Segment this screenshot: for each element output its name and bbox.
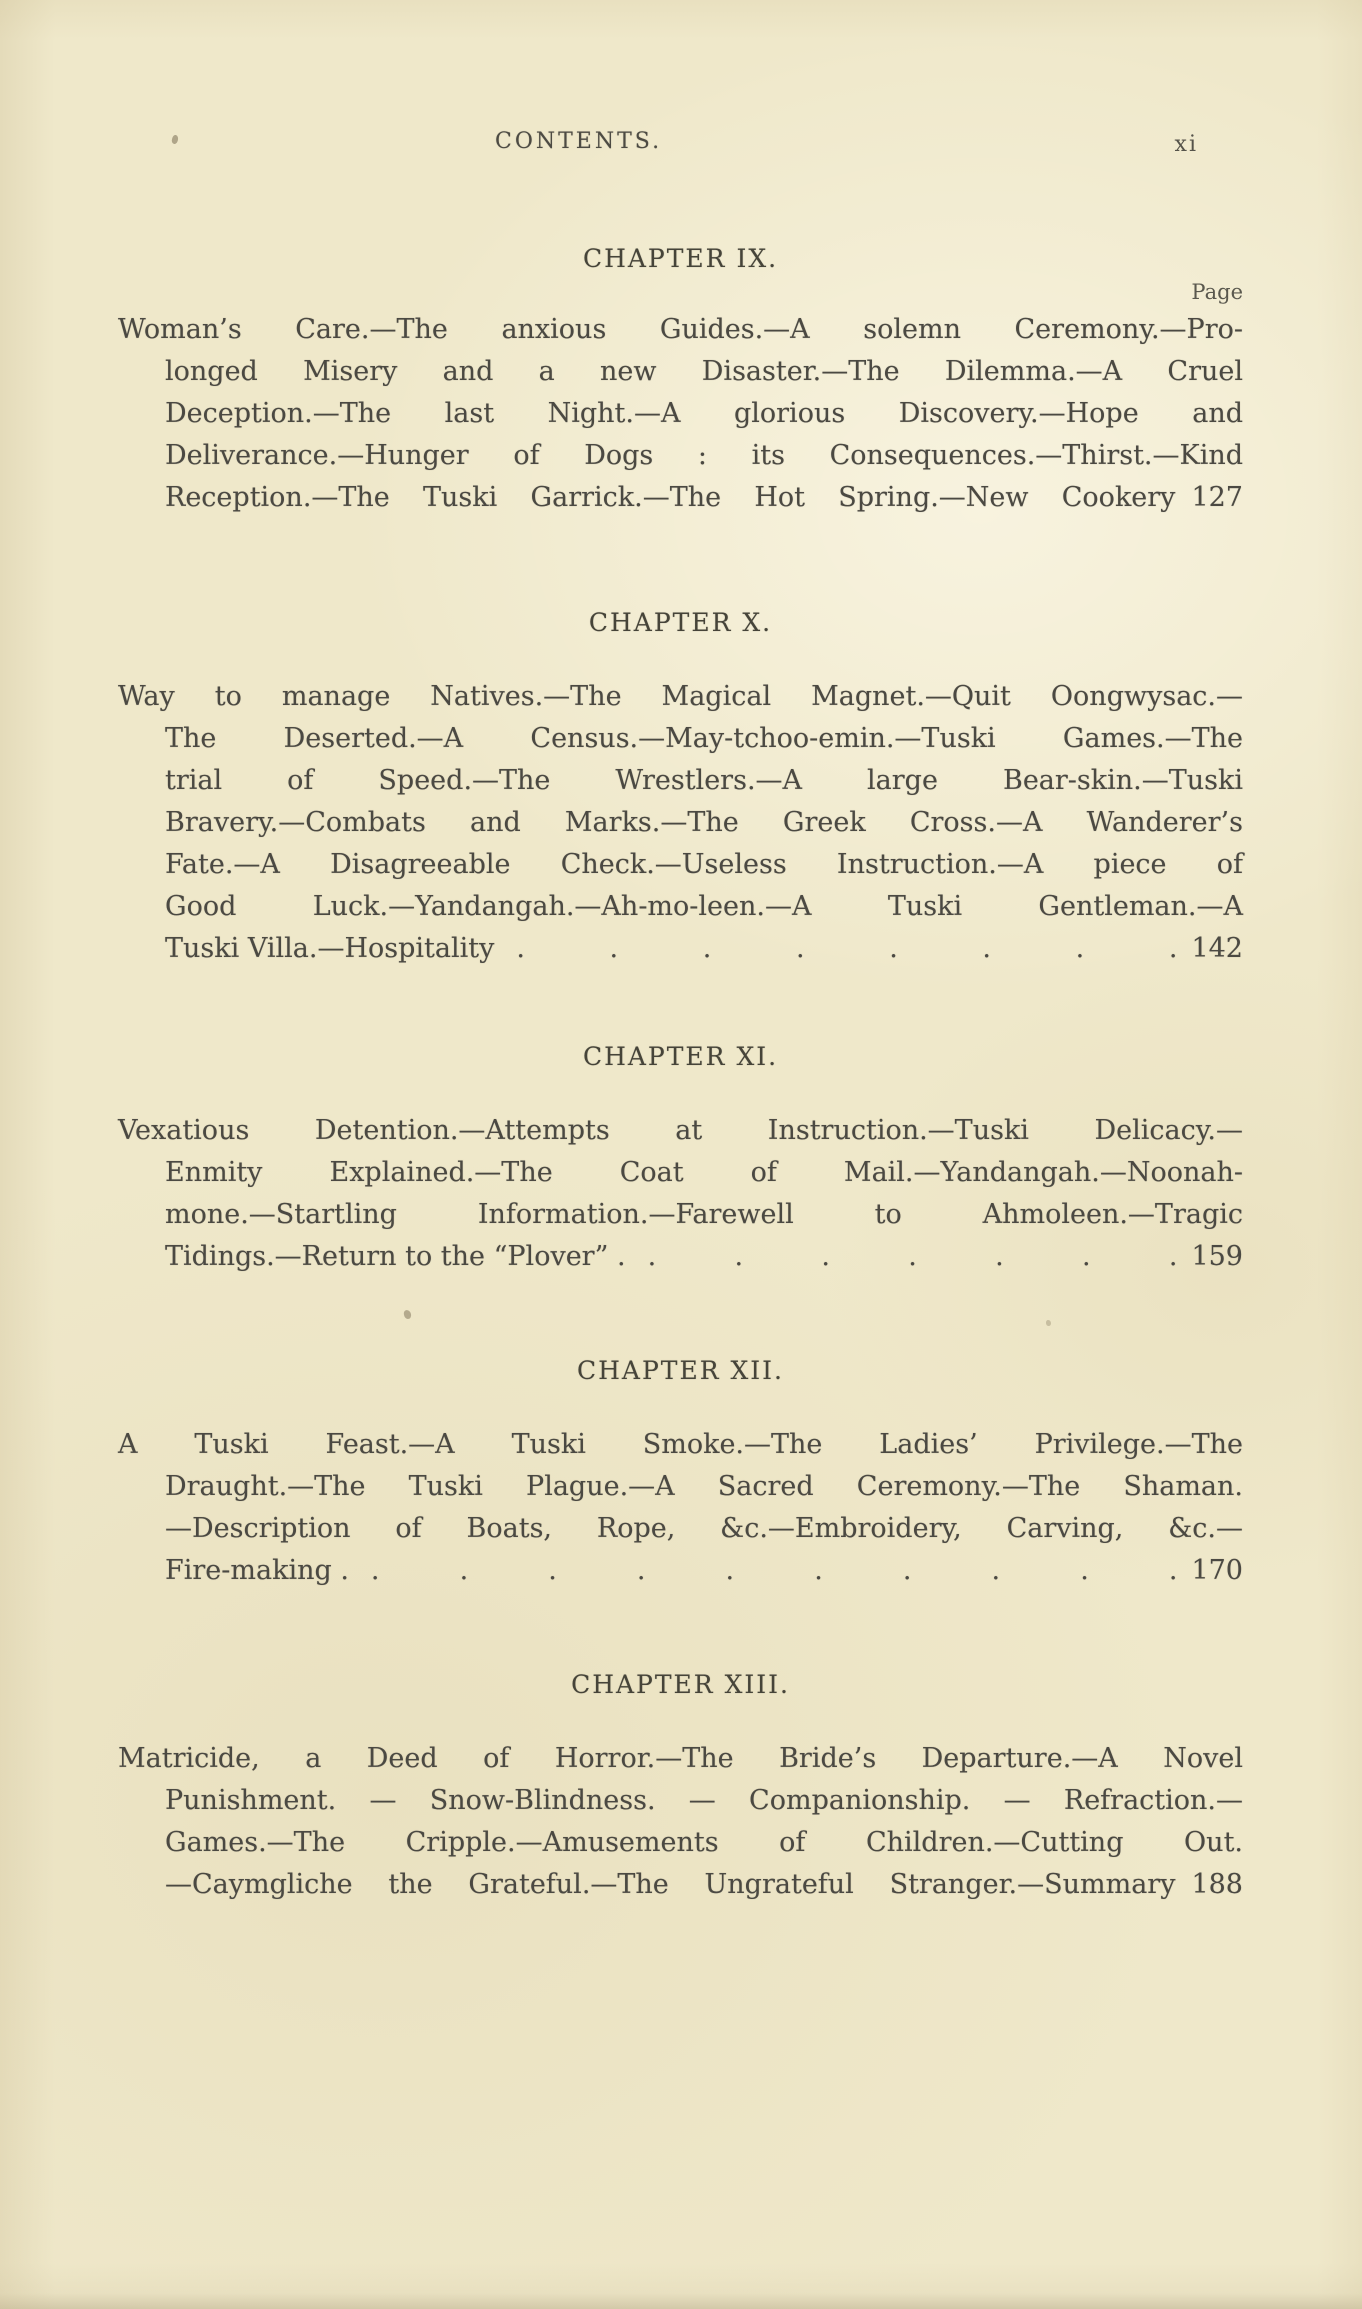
toc-line-with-page	[118, 928, 1243, 970]
folio-page-number: xi	[1174, 132, 1198, 157]
dot-leaders: . . . . . . . .	[516, 933, 1178, 964]
toc-line: Matricide, a Deed of Horror.—The Bride’s Departure.—A Novel	[118, 1743, 1243, 1774]
chapter-x-entry	[118, 606, 1243, 970]
toc-line-with-page	[118, 1550, 1243, 1592]
toc-line: longed Misery and a new Disaster.—The Dilemma.—A Cruel	[165, 356, 1243, 387]
toc-line: Woman’s Care.—The anxious Guides.—A solemn Ceremony.—Pro-	[118, 314, 1243, 345]
chapter-xii-heading: CHAPTER XII.	[577, 1356, 784, 1385]
toc-line-text: Tidings.—Return to the “Plover” .	[165, 1241, 626, 1272]
chapter-ix-entry	[118, 242, 1243, 519]
ink-speck	[171, 134, 179, 144]
chapter-xi-entry	[118, 1040, 1243, 1278]
ink-speck	[1046, 1320, 1051, 1326]
toc-line: Fate.—A Disagreeable Check.—Useless Instruction.—A piece of	[165, 849, 1243, 880]
chapter-page-number: 170	[1191, 1555, 1243, 1586]
chapter-page-number: 188	[1191, 1869, 1243, 1900]
toc-line: Good Luck.—Yandangah.—Ah-mo-leen.—A Tuski Gentleman.—A	[165, 891, 1243, 922]
chapter-xiii-heading: CHAPTER XIII.	[571, 1670, 790, 1699]
toc-line-text: Tuski Villa.—Hospitality	[165, 933, 495, 964]
toc-line: Draught.—The Tuski Plague.—A Sacred Ceremony.—The Shaman.	[165, 1471, 1243, 1502]
toc-line-with-page	[118, 477, 1243, 519]
dot-leaders: . . . . . . . . . .	[370, 1555, 1178, 1586]
page-column-label: Page	[1191, 280, 1243, 304]
toc-line: Enmity Explained.—The Coat of Mail.—Yandangah.—Noonah-	[165, 1157, 1243, 1188]
chapter-page-number: 159	[1191, 1241, 1243, 1272]
chapter-xiii-entry	[118, 1668, 1243, 1906]
toc-line: trial of Speed.—The Wrestlers.—A large Bear-skin.—Tuski	[165, 765, 1243, 796]
chapter-xii-entry	[118, 1354, 1243, 1592]
toc-line: Way to manage Natives.—The Magical Magnet.—Quit Oongwysac.—	[118, 681, 1243, 712]
chapter-page-number: 142	[1191, 933, 1243, 964]
chapter-x-heading: CHAPTER X.	[588, 608, 773, 637]
toc-line: Deliverance.—Hunger of Dogs : its Consequences.—Thirst.—Kind	[165, 440, 1243, 471]
toc-line-text: —Caymgliche the Grateful.—The Ungrateful Stranger.—Summary	[165, 1869, 1176, 1900]
toc-line-text: Fire-making .	[165, 1555, 349, 1586]
toc-line: Bravery.—Combats and Marks.—The Greek Cross.—A Wanderer’s	[165, 807, 1243, 838]
chapter-page-number: 127	[1191, 482, 1243, 513]
toc-line: Punishment. — Snow-Blindness. — Companionship. — Refraction.—	[165, 1785, 1243, 1816]
toc-line: mone.—Startling Information.—Farewell to Ahmoleen.—Tragic	[165, 1199, 1243, 1230]
running-title: CONTENTS.	[495, 129, 663, 154]
chapter-xi-heading: CHAPTER XI.	[582, 1042, 779, 1071]
chapter-ix-heading: CHAPTER IX.	[582, 244, 779, 273]
toc-line: A Tuski Feast.—A Tuski Smoke.—The Ladies’ Privilege.—The	[118, 1429, 1243, 1460]
toc-line-text: Reception.—The Tuski Garrick.—The Hot Spring.—New Cookery	[165, 482, 1176, 513]
toc-line-with-page	[118, 1236, 1243, 1278]
toc-line-with-page	[118, 1864, 1243, 1906]
toc-line: Deception.—The last Night.—A glorious Discovery.—Hope and	[165, 398, 1243, 429]
toc-line: Vexatious Detention.—Attempts at Instruction.—Tuski Delicacy.—	[118, 1115, 1243, 1146]
toc-line: Games.—The Cripple.—Amusements of Children.—Cutting Out.	[165, 1827, 1243, 1858]
ink-speck	[403, 1309, 412, 1319]
toc-line: The Deserted.—A Census.—May-tchoo-emin.—Tuski Games.—The	[165, 723, 1243, 754]
dot-leaders: . . . . . . .	[647, 1241, 1178, 1272]
toc-line: —Description of Boats, Rope, &c.—Embroidery, Carving, &c.—	[165, 1513, 1243, 1544]
